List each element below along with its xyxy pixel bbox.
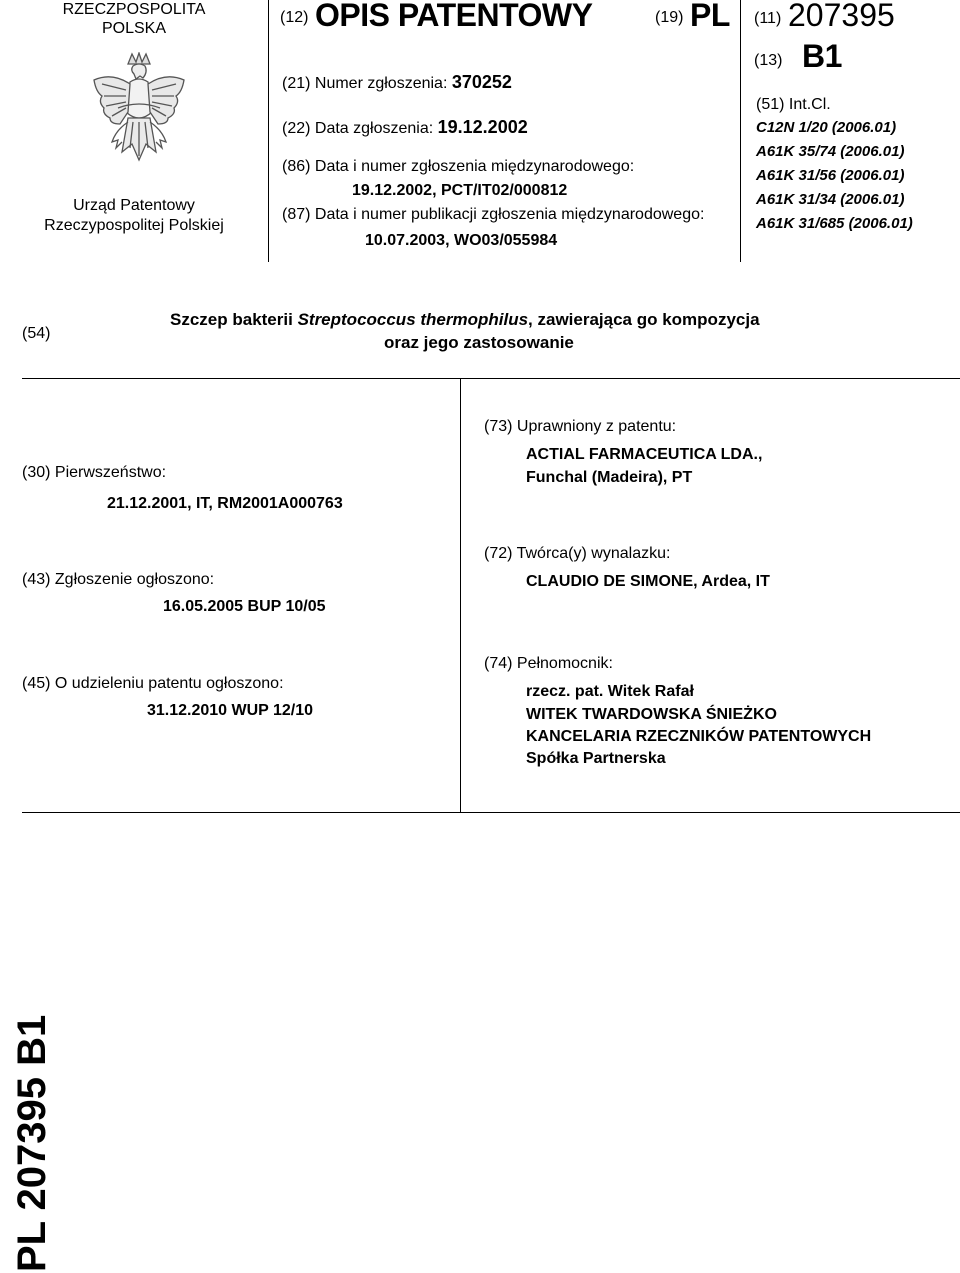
application-number	[282, 72, 512, 93]
application-date-label: (22) Data zgłoszenia:	[282, 120, 434, 137]
inventor-value: CLAUDIO DE SIMONE, Ardea, IT	[526, 573, 770, 590]
attorney-line1: rzecz. pat. Witek Rafał	[526, 683, 694, 700]
header-divider-left	[268, 0, 269, 262]
intcl-code: A61K 35/74 (2006.01)	[756, 143, 905, 160]
application-date	[282, 117, 528, 138]
intl-application-value: 19.12.2002, PCT/IT02/000812	[352, 182, 568, 199]
bottom-divider	[22, 812, 960, 813]
intcl-code: A61K 31/685 (2006.01)	[756, 215, 913, 232]
attorney-line2: WITEK TWARDOWSKA ŚNIEŻKO	[526, 706, 777, 723]
inventor-label: (72) Twórca(y) wynalazku:	[484, 545, 671, 562]
priority-value: 21.12.2001, IT, RM2001A000763	[107, 495, 343, 512]
attorney-line4: Spółka Partnerska	[526, 750, 666, 767]
title-line1-pre: Szczep bakterii	[170, 310, 298, 329]
country-line2: POLSKA	[101, 20, 167, 37]
title-divider	[22, 378, 960, 379]
country-code: PL	[690, 0, 730, 33]
title-line1	[170, 310, 760, 330]
intl-publication-label: (87) Data i numer publikacji zgłoszenia międzynarodowego:	[282, 206, 705, 223]
announcement-label: (43) Zgłoszenie ogłoszono:	[22, 571, 215, 588]
grant-value: 31.12.2010 WUP 12/10	[147, 702, 314, 719]
owner-line2: Funchal (Madeira), PT	[526, 469, 693, 486]
doc-type-code: (12)	[280, 9, 309, 26]
intcl-code: A61K 31/56 (2006.01)	[756, 167, 905, 184]
application-number-label: (21) Numer zgłoszenia:	[282, 75, 448, 92]
grant-label: (45) O udzieleniu patentu ogłoszono:	[22, 675, 284, 692]
side-patent-label: PL 207395 B1	[10, 1014, 54, 1272]
intcl-code: A61K 31/34 (2006.01)	[756, 191, 905, 208]
attorney-label: (74) Pełnomocnik:	[484, 655, 613, 672]
application-number-value: 370252	[451, 72, 512, 92]
country-line1: RZECZPOSPOLITA	[62, 1, 206, 18]
header-divider-right	[740, 0, 741, 262]
priority-label: (30) Pierwszeństwo:	[22, 464, 167, 481]
application-date-value: 19.12.2002	[437, 117, 528, 137]
bottom-column-divider	[460, 378, 461, 813]
title-species: Streptococcus thermophilus	[297, 310, 529, 329]
authority-block	[0, 0, 268, 260]
polish-eagle-emblem-icon	[88, 52, 190, 177]
patent-number-label: (11)	[754, 10, 782, 27]
doc-type-title: OPIS PATENTOWY	[315, 0, 593, 33]
patent-number: 207395	[788, 0, 895, 33]
intl-publication-value: 10.07.2003, WO03/055984	[365, 232, 558, 249]
title-line2: oraz jego zastosowanie	[384, 333, 574, 352]
kind-label: (13)	[754, 52, 783, 69]
country-code-label: (19)	[655, 9, 684, 26]
office-line1: Urząd Patentowy	[73, 197, 195, 214]
kind-code: B1	[802, 38, 842, 74]
announcement-value: 16.05.2005 BUP 10/05	[163, 598, 326, 615]
intcl-label: (51) Int.Cl.	[756, 96, 831, 113]
owner-line1: ACTIAL FARMACEUTICA LDA.,	[526, 446, 763, 463]
owner-label: (73) Uprawniony z patentu:	[484, 418, 677, 435]
intcl-code: C12N 1/20 (2006.01)	[756, 119, 897, 136]
title-line1-post: , zawierająca go kompozycja	[528, 310, 760, 329]
intl-application-label: (86) Data i numer zgłoszenia międzynarodowego:	[282, 158, 635, 175]
title-code: (54)	[22, 325, 51, 342]
attorney-line3: KANCELARIA RZECZNIKÓW PATENTOWYCH	[526, 728, 872, 745]
office-line2: Rzeczypospolitej Polskiej	[44, 217, 224, 234]
